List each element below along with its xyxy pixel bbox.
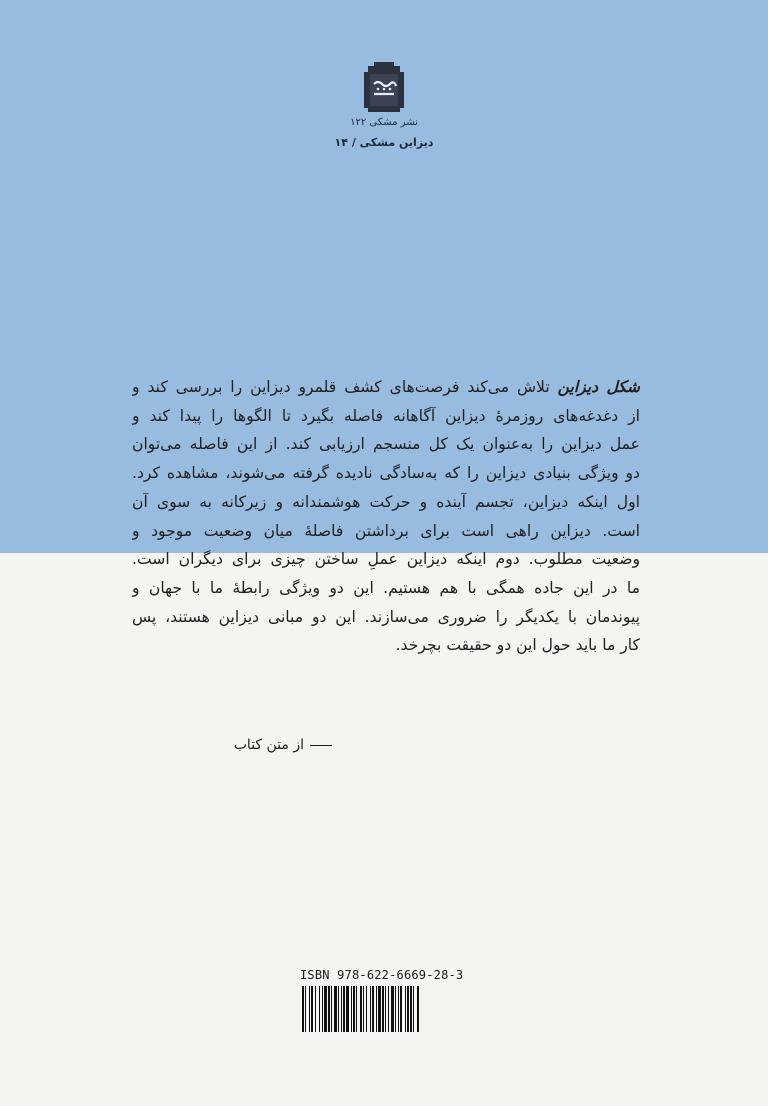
attribution-dash (310, 745, 332, 746)
blurb-line: است. دیزاین راهی است برای برداشتن فاصلۀ میان وضعیت موجود و (132, 521, 640, 540)
publisher-logo-icon (364, 62, 404, 112)
barcode-icon (302, 986, 470, 1032)
blurb-line: وضعیت مطلوب. دوم اینکه دیزاین عملِ ساختن چیزی برای دیگران است. (132, 550, 640, 569)
blurb-line: دو ویژگی بنیادی دیزاین را که به‌سادگی نادیده گرفته می‌شوند، مشاهده کرد. (132, 464, 640, 483)
book-title: شکل دیزاین (557, 378, 640, 396)
blurb-line: عمل دیزاین را به‌عنوان یک کل منسجم ارزیابی کند. از این فاصله می‌توان (132, 435, 640, 454)
series-subtitle: دیزاین مشکی / ۱۴ (334, 136, 434, 149)
blurb-text (132, 373, 640, 660)
source-attribution (132, 737, 332, 753)
series-number: نشر مشکی ۱۲۲ (350, 117, 418, 128)
blurb-line-rest: تلاش می‌کند فرصت‌های کشف قلمرو دیزاین را بررسی کند و (132, 378, 558, 396)
blurb-line: ما در این جاده همگی با هم هستیم. این دو ویژگی رابطۀ ما با جهان و (132, 578, 640, 597)
isbn-number: ISBN 978-622-6669-28-3 (300, 968, 464, 982)
blurb-line: پیوندمان با یکدیگر را ضروری می‌سازند. این دو مبانی دیزاین هستند، پس (132, 607, 640, 626)
source-label: از متن کتاب (233, 737, 304, 753)
blurb-line (132, 373, 640, 402)
blurb-line: اول اینکه دیزاین، تجسم آینده و حرکت هوشمندانه و زیرکانه به سوی آن (132, 492, 640, 511)
blurb-line: از دغدغه‌های روزمرۀ دیزاین آگاهانه فاصله بگیرد تا الگوها را پیدا کند و (132, 406, 640, 425)
blurb-line: کار ما باید حول این دو حقیقت بچرخد. (395, 636, 640, 655)
